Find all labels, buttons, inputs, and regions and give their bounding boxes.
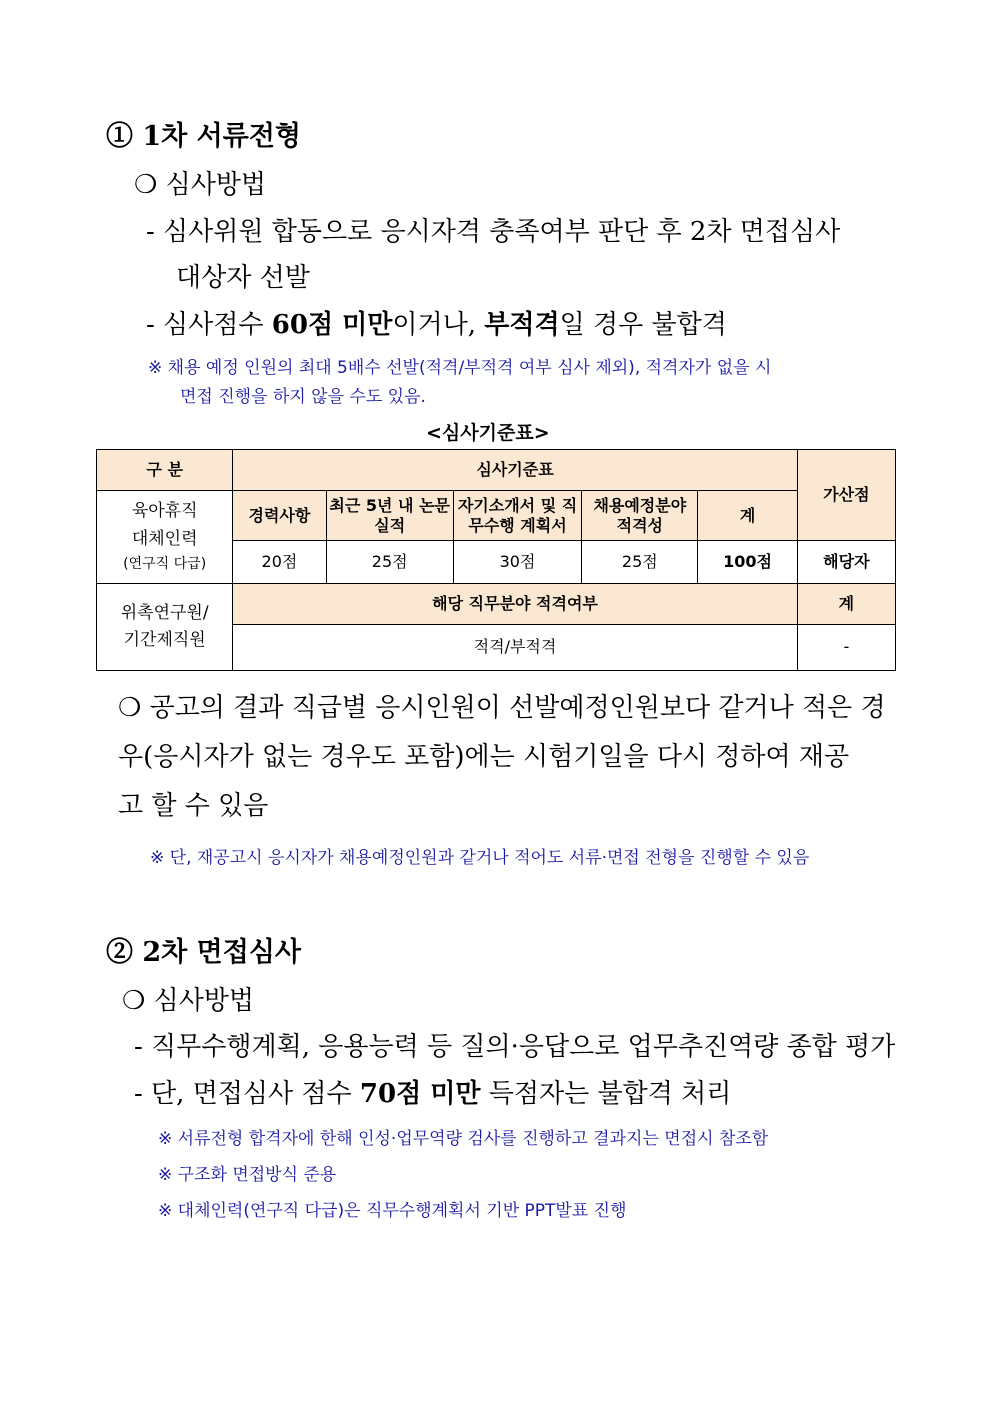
row1-category-line3: (연구직 다급) xyxy=(123,555,207,572)
announce-line3: 고 할 수 있음 xyxy=(118,791,269,821)
table-caption: <심사기준표> xyxy=(426,422,550,444)
item2-pre: - 심사점수 xyxy=(146,310,272,340)
header-criteria: 심사기준표 xyxy=(233,450,797,491)
s2-item2-pre: - 단, 면접심사 점수 xyxy=(134,1079,360,1109)
score-essay-plan: 30점 xyxy=(453,541,581,583)
row2-total-header: 계 xyxy=(797,583,895,624)
section1-item1-line1: - 심사위원 합동으로 응시자격 충족여부 판단 후 2차 면접심사 xyxy=(146,217,841,247)
section1-note-line1: ※ 채용 예정 인원의 최대 5배수 선발(적격/부적격 여부 심사 제외), 적격자가 없을 시 xyxy=(148,358,772,378)
section1-item2 xyxy=(146,304,727,341)
row1-category-line1: 육아휴직 xyxy=(131,501,198,522)
col-essay-plan: 자기소개서 및 직무수행 계획서 xyxy=(453,491,581,541)
row1-category xyxy=(97,491,233,583)
score-total: 100점 xyxy=(698,541,797,583)
col-fitness: 채용예정분야 적격성 xyxy=(582,491,698,541)
row2-category-line2: 기간제직원 xyxy=(123,629,206,650)
s2-item2-post: 득점자는 불합격 처리 xyxy=(480,1079,732,1109)
section2-note1: ※ 서류전형 합격자에 한해 인성·업무역량 검사를 진행하고 결과지는 면접시 참조함 xyxy=(158,1129,769,1149)
item2-bold-unfit: 부적격 xyxy=(484,310,560,340)
section2-method-heading: ❍ 심사방법 xyxy=(122,986,255,1016)
col-papers: 최근 5년 내 논문실적 xyxy=(326,491,453,541)
section1-note-line2: 면접 진행을 하지 않을 수도 있음. xyxy=(180,387,426,407)
item2-post: 일 경우 불합격 xyxy=(559,310,727,340)
header-category: 구 분 xyxy=(97,450,233,491)
item2-bold-score: 60점 미만 xyxy=(271,310,393,340)
section1-method-heading: ❍ 심사방법 xyxy=(134,170,267,200)
announce-line2: 우(응시자가 없는 경우도 포함)에는 시험기일을 다시 정하여 재공 xyxy=(118,742,850,772)
row2-header: 해당 직무분야 적격여부 xyxy=(233,583,797,624)
col-career: 경력사항 xyxy=(233,491,326,541)
announce-note: ※ 단, 재공고시 응시자가 채용예정인원과 같거나 적어도 서류·면접 전형을 진행할 수 있음 xyxy=(150,848,810,868)
score-papers: 25점 xyxy=(326,541,453,583)
row1-category-line2: 대체인력 xyxy=(131,528,198,549)
criteria-table xyxy=(96,449,896,671)
item2-mid: 이거나, xyxy=(392,310,485,340)
row2-value: 적격/부적격 xyxy=(233,624,797,670)
row2-category-line1: 위촉연구원/ xyxy=(120,602,209,623)
section2-title: ② 2차 면접심사 xyxy=(106,937,301,968)
s2-item2-bold: 70점 미만 xyxy=(359,1079,481,1109)
section1-item1-line2: 대상자 선발 xyxy=(176,263,310,293)
col-total: 계 xyxy=(698,491,797,541)
row2-category xyxy=(97,583,233,670)
score-career: 20점 xyxy=(233,541,326,583)
bonus-value: 해당자 xyxy=(797,541,895,583)
section2-item1: - 직무수행계획, 응용능력 등 질의·응답으로 업무추진역량 종합 평가 xyxy=(134,1032,896,1062)
announce-line1: ❍ 공고의 결과 직급별 응시인원이 선발예정인원보다 같거나 적은 경 xyxy=(118,693,886,723)
section2-item2 xyxy=(134,1073,731,1110)
section1-title: ① 1차 서류전형 xyxy=(106,121,301,152)
section2-note2: ※ 구조화 면접방식 준용 xyxy=(158,1165,337,1185)
score-fitness: 25점 xyxy=(582,541,698,583)
row2-total-value: - xyxy=(797,624,895,670)
section2-note3: ※ 대체인력(연구직 다급)은 직무수행계획서 기반 PPT발표 진행 xyxy=(158,1201,627,1221)
header-bonus: 가산점 xyxy=(797,450,895,541)
